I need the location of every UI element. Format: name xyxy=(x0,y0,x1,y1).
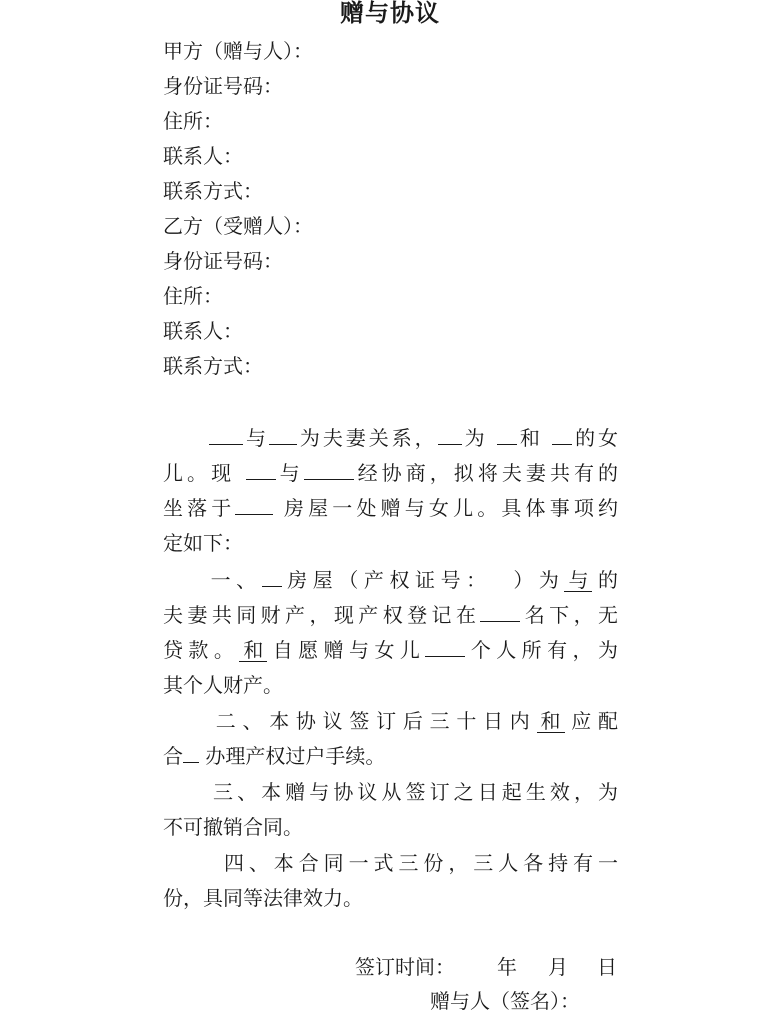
intro-line-2: 儿。现 与 经协商，拟将夫妻共有的 xyxy=(163,461,619,485)
clause-2-line-1: 二、本协议签订后三十日内 和 应配 xyxy=(209,709,619,733)
blank-field-filled: 和 xyxy=(239,639,267,662)
party-a-label: 甲方（赠与人）： xyxy=(163,39,313,63)
party-b-contact-method-label: 联系方式： xyxy=(163,354,263,378)
blank-field-filled: 与 xyxy=(564,569,592,592)
clause-1-line-1: 一、 房屋（产权证号： ）为 与 的 xyxy=(205,568,618,592)
blank-field xyxy=(183,744,199,763)
intro-line-4: 定如下： xyxy=(163,531,243,555)
party-b-contact-label: 联系人： xyxy=(163,319,243,343)
party-a-contact-method-label: 联系方式： xyxy=(163,179,263,203)
blank-field xyxy=(246,461,276,480)
clause-1-line-4: 其个人财产。 xyxy=(163,673,283,697)
blank-field xyxy=(438,426,462,445)
clause-3-line-1: 三、本赠与协议从签订之日起生效，为 xyxy=(209,780,618,804)
blank-field xyxy=(552,426,572,445)
signing-day: 日 xyxy=(597,955,617,979)
blank-field-filled: 和 xyxy=(537,710,565,733)
clause-2-line-2: 合 办理产权过户手续。 xyxy=(163,744,386,768)
clause-1-line-3: 贷款。 和 自愿赠与女儿 个人所有，为 xyxy=(163,638,618,662)
party-a-address-label: 住所： xyxy=(163,109,223,133)
blank-field xyxy=(304,461,354,480)
party-b-id-label: 身份证号码： xyxy=(163,249,283,273)
intro-line-3: 坐落于 房屋一处赠与女儿。具体事项约 xyxy=(163,496,619,520)
blank-field xyxy=(269,426,297,445)
donor-signature-label: 赠与人（签名）： xyxy=(430,989,580,1013)
intro-line-1: 与 为夫妻关系， 为 和 的女 xyxy=(163,424,618,452)
clause-4-line-1: 四、本合同一式三份，三人各持有一 xyxy=(219,851,618,875)
blank-field xyxy=(235,496,273,515)
signing-year: 年 xyxy=(497,955,517,979)
party-a-id-label: 身份证号码： xyxy=(163,74,283,98)
clause-1-line-2: 夫妻共同财产，现产权登记在 名下，无 xyxy=(163,603,619,627)
blank-field xyxy=(209,426,243,445)
blank-field xyxy=(425,638,465,657)
clause-4-line-2: 份，具同等法律效力。 xyxy=(163,886,363,910)
signing-time-label: 签订时间： xyxy=(355,955,455,979)
blank-field xyxy=(262,568,282,587)
blank-field xyxy=(497,426,517,445)
party-b-address-label: 住所： xyxy=(163,284,223,308)
party-a-contact-label: 联系人： xyxy=(163,144,243,168)
blank-field xyxy=(480,603,520,622)
clause-3-line-2: 不可撤销合同。 xyxy=(163,815,303,839)
signing-month: 月 xyxy=(548,955,568,979)
document-title: 赠与协议 xyxy=(340,0,440,27)
party-b-label: 乙方（受赠人）： xyxy=(163,214,313,238)
